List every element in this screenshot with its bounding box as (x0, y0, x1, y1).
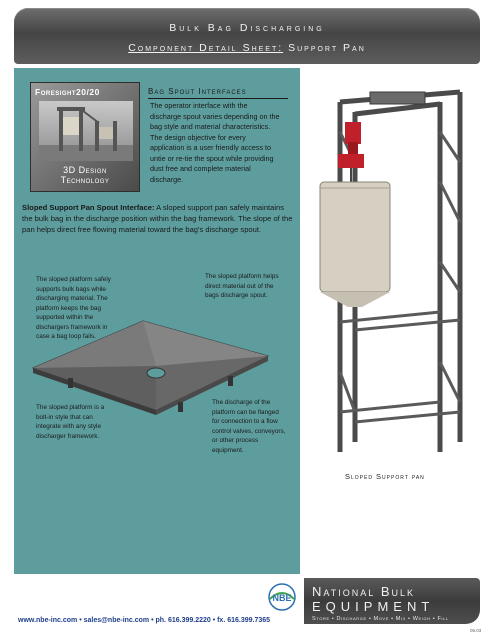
bag-discharger-illustration (300, 72, 480, 472)
contact-info[interactable]: www.nbe-inc.com • sales@nbe-inc.com • ph. 616.399.2220 • fx. 616.399.7365 (18, 617, 271, 624)
nbe-logo-icon (262, 583, 302, 617)
section-heading: Bag Spout Interfaces (148, 87, 288, 99)
logo-title: Foresight20/20 (35, 87, 100, 97)
interface-paragraph-lead: Sloped Support Pan Spout Interface: (22, 203, 155, 212)
logo-subtitle-line2: Technology (60, 175, 110, 185)
nbe-logo-text: NBE (272, 593, 292, 603)
document-code: 05.03 (470, 628, 482, 633)
note-directs-material: The sloped platform helps direct material out of the bags discharge spout. (205, 273, 279, 299)
section-text: The operator interface with the discharge spout varies depending on the bag style and material characteristics. The design objective for every application is a user friendly access to untie or re-tie the spout while providing dust free and complete material discharge. (150, 101, 280, 184)
brand-name-line1: National Bulk (312, 584, 416, 599)
note-supports-bags: The sloped platform safely supports bulk bags while discharging material. The platform keeps the bag supported within the dischargers framework in case a bag loop fails. (36, 276, 111, 340)
brand-tagline: Store • Discharge • Move • Mix • Weigh • Fill (312, 616, 449, 622)
header-subtitle (14, 42, 480, 54)
header-subtitle-label: Component Detail Sheet: (128, 42, 284, 54)
logo-subtitle-line1: 3D Design (63, 165, 107, 175)
image-caption: Sloped Support pan (345, 472, 425, 481)
sloped-pan-illustration (28, 318, 278, 418)
interface-paragraph (22, 202, 294, 235)
header-subtitle-topic: Support Pan (288, 42, 366, 54)
foresight-logo (30, 82, 140, 192)
header-title: Bulk Bag Discharging (169, 22, 325, 34)
note-bolt-in: The sloped platform is a bolt-in style that can integrate with any style discharger framework. (36, 404, 105, 440)
interface-paragraph-body: A sloped support pan safely maintains the bulk bag in the discharge position within the bag framework. The slope of the pan helps direct free flowing material toward the bag's discharge spout. (22, 203, 293, 234)
note-flanged-discharge: The discharge of the platform can be flanged for connection to a flow control valves, conveyors, or other process equipment. (212, 399, 286, 454)
logo-subtitle (31, 165, 139, 185)
header-banner (14, 8, 480, 64)
brand-name-line2: EQUIPMENT (312, 599, 435, 614)
logo-equipment-image (39, 101, 133, 161)
